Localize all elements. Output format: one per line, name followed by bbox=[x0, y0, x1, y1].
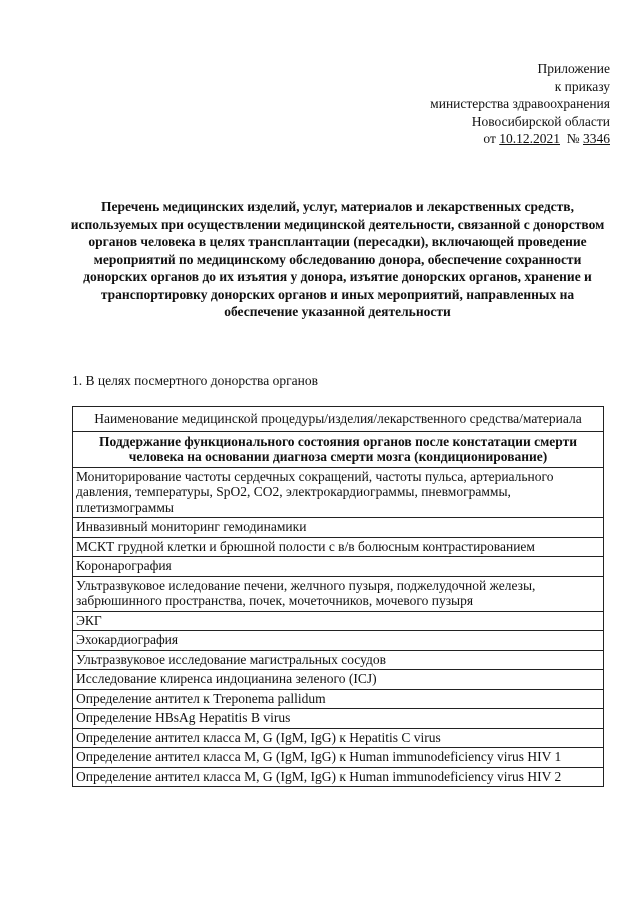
table-cell: Ультразвуковое исследование магистральных сосудов bbox=[73, 650, 604, 670]
table-cell: Ультразвуковое иследование печени, желчного пузыря, поджелудочной железы, забрюшинного пространства, почек, мочеточников, мочевого пузыря bbox=[73, 576, 604, 611]
number-prefix: № bbox=[566, 131, 580, 146]
table-subheader: Поддержание функционального состояния органов после констатации смерти человека на основании диагноза смерти мозга (кондиционирование) bbox=[73, 431, 604, 467]
ministry-name: министерства здравоохранения bbox=[430, 96, 610, 111]
table-cell: Определение антител класса M, G (IgM, IgG) к Human immunodeficiency virus HIV 1 bbox=[73, 748, 604, 768]
section-heading: 1. В целях посмертного донорства органов bbox=[72, 373, 318, 388]
table-subheader-row bbox=[73, 431, 604, 467]
table-cell: Исследование клиренса индоцианина зеленого (ICJ) bbox=[73, 670, 604, 690]
order-reference: к приказу bbox=[554, 78, 610, 94]
table-row bbox=[73, 611, 604, 631]
table-row bbox=[73, 467, 604, 518]
table-row bbox=[73, 576, 604, 611]
table-cell: Мониторирование частоты сердечных сокращений, частоты пульса, артериального давления, температуры, SpO2, CO2, электрокардиограммы, пневмограммы, плетизмограммы bbox=[73, 467, 604, 518]
table-cell: Определение антител класса M, G (IgM, IgG) к Hepatitis C virus bbox=[73, 728, 604, 748]
table-cell: Эхокардиография bbox=[73, 631, 604, 651]
table-row bbox=[73, 557, 604, 577]
table-row bbox=[73, 728, 604, 748]
order-date-number bbox=[430, 130, 610, 148]
table-cell: Определение антител к Treponema pallidum bbox=[73, 689, 604, 709]
region-name: Новосибирской области bbox=[471, 113, 610, 129]
table-cell: Определение антител класса M, G (IgM, IgG) к Human immunodeficiency virus HIV 2 bbox=[73, 767, 604, 787]
table-row bbox=[73, 537, 604, 557]
table-row bbox=[73, 670, 604, 690]
procedures-table bbox=[72, 406, 604, 787]
date-prefix: от bbox=[483, 131, 496, 146]
table-row bbox=[73, 709, 604, 729]
document-title: Перечень медицинских изделий, услуг, материалов и лекарственных средств, используемых при осуществлении медицинской деятельности, связанной с донорством органов человека в целях трансплантации (пересадки), включающей проведение мероприятий по медицинскому обследованию донора, обеспечение сохранности донорских органов до их изъятия у донора, изъятие донорских органов, хранение и транспортировку донорских органов и иных мероприятий, направленных на обеспечение указанной деятельности bbox=[70, 199, 605, 319]
order-number: 3346 bbox=[583, 131, 610, 146]
table-cell: Определение HBsAg Hepatitis B virus bbox=[73, 709, 604, 729]
appendix-label: Приложение bbox=[537, 61, 610, 76]
table-row bbox=[73, 631, 604, 651]
table-header-row bbox=[73, 407, 604, 432]
table-row bbox=[73, 650, 604, 670]
table-cell: Коронарография bbox=[73, 557, 604, 577]
table-row bbox=[73, 767, 604, 787]
table-row bbox=[73, 748, 604, 768]
table-cell: МСКТ грудной клетки и брюшной полости с в/в болюсным контрастированием bbox=[73, 537, 604, 557]
column-header: Наименование медицинской процедуры/изделия/лекарственного средства/материала bbox=[73, 407, 604, 432]
order-date: 10.12.2021 bbox=[499, 131, 560, 146]
appendix-header bbox=[430, 60, 610, 148]
table-row bbox=[73, 518, 604, 538]
table-cell: Инвазивный мониторинг гемодинамики bbox=[73, 518, 604, 538]
table-cell: ЭКГ bbox=[73, 611, 604, 631]
table-row bbox=[73, 689, 604, 709]
